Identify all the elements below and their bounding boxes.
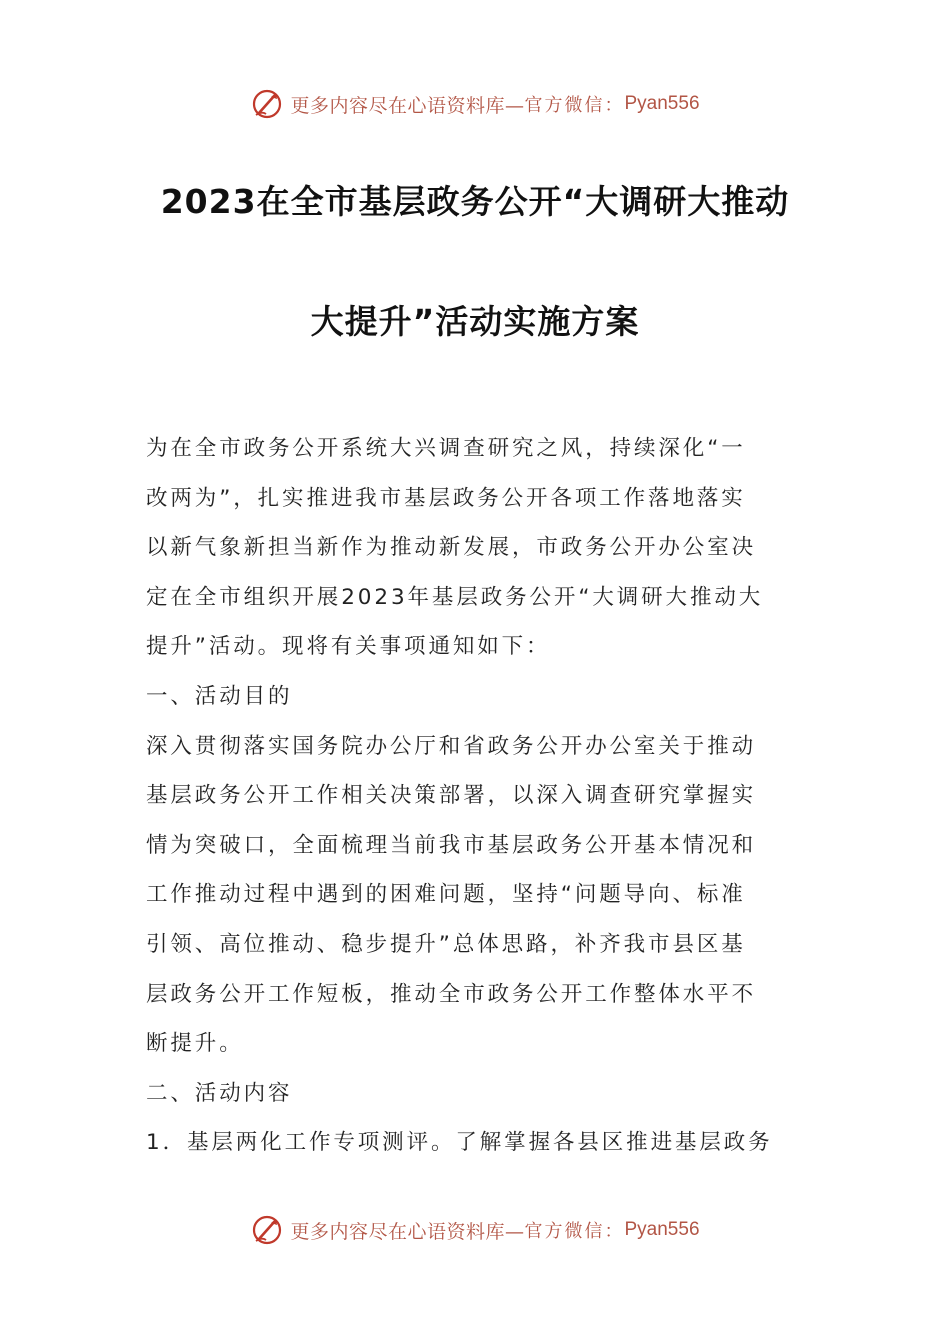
body-line: 引领、高位推动、稳步提升”总体思路，补齐我市县区基 — [146, 931, 746, 957]
pen-logo-icon — [250, 1213, 284, 1247]
section-heading-2: 二、活动内容 — [146, 1080, 293, 1106]
section-heading-1: 一、活动目的 — [146, 683, 293, 709]
body-line: 提升”活动。现将有关事项通知如下： — [146, 634, 551, 660]
footer-watermark-banner — [0, 1210, 950, 1250]
banner-text: 更多内容尽在心语资料库— — [290, 94, 525, 117]
banner-text: 更多内容尽在心语资料库— — [290, 1220, 525, 1243]
body-line: 以新气象新担当新作为推动新发展，市政务公开办公室决 — [146, 535, 757, 561]
body-line: 深入贯彻落实国务院办公厅和省政务公开办公室关于推动 — [146, 733, 757, 759]
header-watermark-banner — [0, 84, 950, 124]
banner-wechat-id: Pyan556 — [624, 93, 700, 114]
banner-wechat-label: 官方微信： — [524, 95, 625, 116]
pen-logo-icon — [250, 87, 284, 121]
body-line: 基层政务公开工作相关决策部署，以深入调查研究掌握实 — [146, 783, 757, 809]
body-line: 改两为”，扎实推进我市基层政务公开各项工作落地落实 — [146, 485, 746, 511]
body-line: 定在全市组织开展2023年基层政务公开“大调研大推动大 — [146, 584, 764, 610]
body-text — [146, 424, 806, 1168]
body-line: 情为突破口，全面梳理当前我市基层政务公开基本情况和 — [146, 832, 757, 858]
document-title-line-1: 2023在全市基层政务公开“大调研大推动 — [160, 182, 790, 221]
banner-wechat-label: 官方微信： — [524, 1221, 625, 1242]
body-line: 断提升。 — [146, 1031, 244, 1057]
body-line: 1．基层两化工作专项测评。了解掌握各县区推进基层政务 — [146, 1130, 773, 1156]
body-line: 层政务公开工作短板，推动全市政务公开工作整体水平不 — [146, 981, 757, 1007]
body-line: 工作推动过程中遇到的困难问题，坚持“问题导向、标准 — [146, 882, 746, 908]
document-title-line-2: 大提升”活动实施方案 — [310, 302, 640, 341]
body-line: 为在全市政务公开系统大兴调查研究之风，持续深化“一 — [146, 436, 746, 461]
banner-wechat-id: Pyan556 — [624, 1219, 700, 1240]
